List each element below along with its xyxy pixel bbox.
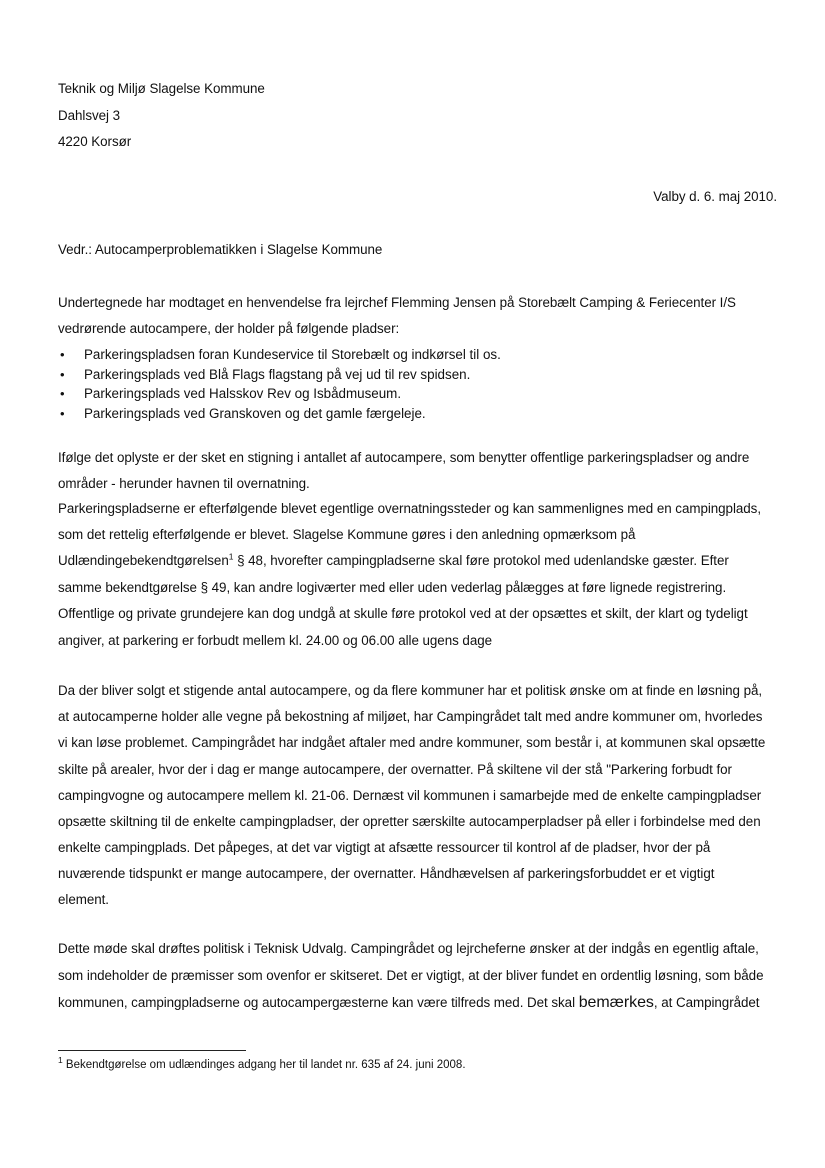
footnote: $^1$ Bekendtgørelse om udlændinges adgang her til landet nr. 635 af 24. juni 2008.: [58, 1055, 466, 1071]
para3-line-5: campingvogne og autocampere mellem kl. 21-06. Dernæst vil kommunen i samarbejde med de enkelte campingpladser: [58, 788, 762, 803]
para2-line-4: som det rettelig efterfølgende er blevet. Slagelse Kommune gøres i den anledning opmærksom på: [58, 527, 636, 542]
list-item: • Parkeringsplads ved Blå Flags flagstang på vej ud til rev spidsen.: [60, 366, 471, 382]
letter-date: Valby d. 6. maj 2010.: [653, 189, 777, 204]
intro-line-2: vedrørende autocampere, der holder på følgende pladser:: [58, 321, 400, 336]
bullet-icon: •: [60, 366, 65, 382]
recipient-line-1: Teknik og Miljø Slagelse Kommune: [58, 81, 265, 96]
para3-line-2: at autocamperne holder alle vegne på bekostning af miljøet, har Campingrådet talt med andre kommuner om, hvorledes: [58, 709, 763, 724]
para3-line-6: opsætte skiltning til de enkelte campingpladser, der opretter særskilte autocamperpladser på eller i forbindelse med den: [58, 814, 761, 829]
list-item: • Parkeringsplads ved Granskoven og det gamle færgeleje.: [60, 405, 426, 421]
para2-line-5: Udlændingebekendtgørelsen$^1$ § 48, hvorefter campingpladserne skal føre protokol med udenlandske gæster. Efter: [58, 551, 729, 568]
footnote-divider: [58, 1050, 246, 1051]
para4-line-3: kommunen, campingpladserne og autocampergæsterne kan være tilfreds med. Det skal bemærkes, at Campingrådet: [58, 994, 760, 1011]
para2-line-3: Parkeringspladserne er efterfølgende blevet egentlige overnatningssteder og kan sammenlignes med en campingplads,: [58, 501, 761, 516]
bullet-icon: •: [60, 405, 65, 421]
para2-line-8: angiver, at parkering er forbudt mellem kl. 24.00 og 06.00 alle ugens dage: [58, 633, 493, 648]
para3-line-7: enkelte campingplads. Det påpeges, at det var vigtigt at afsætte ressourcer til kontrol af de pladser, hvor der på: [58, 840, 711, 855]
recipient-line-2: Dahlsvej 3: [58, 108, 121, 123]
para4-line-2: som indeholder de præmisser som ovenfor er skitseret. Det er vigtigt, at der bliver fundet en ordentlig løsning, som både: [58, 968, 764, 983]
recipient-line-3: 4220 Korsør: [58, 134, 132, 149]
para3-line-1: Da der bliver solgt et stigende antal autocampere, og da flere kommuner har et politisk ønske om at finde en løsning på,: [58, 683, 763, 698]
para2-line-2: områder - herunder havnen til overnatning.: [58, 476, 310, 491]
para2-line-1: Ifølge det oplyste er der sket en stigning i antallet af autocampere, som benytter offentlige parkeringspladser og andre: [58, 450, 750, 465]
para2-line-6: samme bekendtgørelse § 49, kan andre logiværter med eller uden vederlag pålægges at føre lignede registrering.: [58, 580, 727, 595]
para2-line-7: Offentlige og private grundejere kan dog undgå at skulle føre protokol ved at der opsættes et skilt, der klart og tydeligt: [58, 606, 748, 621]
bullet-icon: •: [60, 347, 65, 362]
para3-line-9: element.: [58, 892, 109, 907]
list-item: • Parkeringspladsen foran Kundeservice til Storebælt og indkørsel til os.: [60, 347, 501, 362]
parking-locations-list: [58, 347, 501, 425]
bullet-icon: •: [60, 386, 65, 401]
footnote-mark: 1: [58, 1055, 63, 1066]
footnote-reference: 1: [228, 551, 234, 562]
para3-line-4: skilte på arealer, hvor der i dag er mange autocampere, der overnatter. På skiltene vil der stå "Parkering forbudt for: [58, 762, 732, 777]
intro-line-1: Undertegnede har modtaget en henvendelse fra lejrchef Flemming Jensen på Storebælt Camping & Feriecenter I/S: [58, 295, 736, 310]
para3-line-8: nuværende tidspunkt er mange autocampere, der overnatter. Håndhævelsen af parkeringsforbuddet er et vigtigt: [58, 866, 715, 881]
subject-line: Vedr.: Autocamperproblematikken i Slagelse Kommune: [58, 242, 383, 257]
para4-line-1: Dette møde skal drøftes politisk i Teknisk Udvalg. Campingrådet og lejrcheferne ønsker at der indgås en egentlig aftale,: [58, 941, 759, 956]
list-item: • Parkeringsplads ved Halsskov Rev og Isbådmuseum.: [60, 386, 402, 401]
para3-line-3: vi kan løse problemet. Campingrådet har indgået aftaler med andre kommuner, som består i, at kommunen skal opsætte: [58, 735, 766, 750]
